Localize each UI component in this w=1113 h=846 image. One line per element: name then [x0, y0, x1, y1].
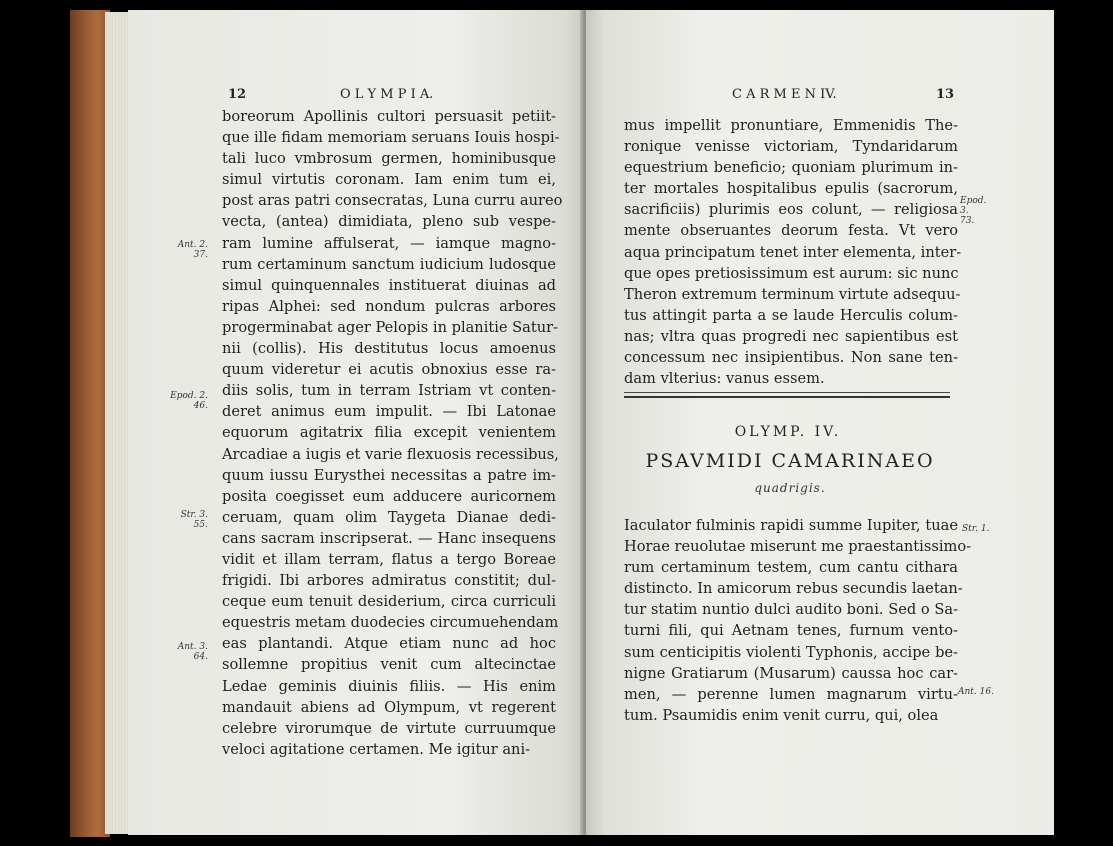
text-line: equestrium beneficio; quoniam plurimum in-	[624, 159, 958, 177]
text-line: Theron extremum terminum virtute adsequu-	[624, 285, 961, 303]
ode-number: OLYMP. IV.	[734, 424, 842, 440]
text-line: simul quinquennales instituerat diuinas ad	[222, 276, 556, 294]
margin-note-ant3: Ant. 3. 64.	[177, 642, 208, 662]
margin-note-str3: Str. 3. 55.	[180, 510, 208, 530]
text-line: equestris metam duodecies circumuehendam	[222, 614, 559, 632]
right-page	[586, 10, 1054, 835]
text-line: tum. Psaumidis enim venit curru, qui, olea	[624, 706, 939, 724]
margin-note-ant2: Ant. 2. 37.	[177, 240, 208, 260]
text-line: rum certaminum testem, cum cantu cithara	[624, 559, 958, 577]
text-line: distincto. In amicorum rebus secundis laetan-	[624, 580, 963, 598]
text-line: Ledae geminis diuinis filiis. — His enim	[222, 677, 556, 695]
text-line: tus attingit parta a se laude Herculis colum-	[624, 306, 958, 324]
text-line: quum videretur ei acutis obnoxius esse ra-	[222, 361, 556, 379]
text-line: diis solis, tum in terram Istriam vt conten-	[222, 382, 556, 400]
text-line: men, — perenne lumen magnarum virtu-	[624, 685, 958, 703]
margin-note-epod3: Epod. 3. 73.	[960, 196, 987, 226]
right-page-number: 13	[936, 87, 955, 102]
margin-note-str1: Str. 1.	[962, 524, 990, 534]
left-page	[128, 10, 584, 835]
text-line: ronique venisse victoriam, Tyndaridarum	[624, 138, 958, 156]
text-line: ceque eum tenuit desiderium, circa curriculi	[222, 593, 556, 611]
text-line: deret animus eum impulit. — Ibi Latonae	[222, 403, 556, 421]
margin-note-epod2: Epod. 2. 46.	[170, 391, 208, 411]
text-line: frigidi. Ibi arbores admiratus constitit; dul-	[222, 572, 556, 590]
right-running-head: C A R M E N IV.	[732, 87, 837, 102]
text-line: simul virtutis coronam. Iam enim tum ei,	[222, 171, 556, 189]
text-line: Arcadiae a iugis et varie flexuosis recessibus,	[222, 445, 559, 463]
text-line: sollemne propitius venit cum altecinctae	[222, 656, 556, 674]
section-divider	[624, 392, 950, 398]
ode-title: PSAVMIDI CAMARINAEO	[645, 450, 935, 472]
left-body-text	[222, 106, 563, 760]
text-line: nii (collis). His destitutus locus amoenus	[222, 340, 556, 358]
text-line: ripas Alphei: sed nondum pulcras arbores	[222, 297, 556, 315]
text-line: vidit et illam terram, flatus a tergo Boreae	[222, 550, 556, 568]
text-line: veloci agitatione certamen. Me igitur ani-	[222, 740, 531, 758]
text-line: ter mortales hospitalibus epulis (sacrorum,	[624, 180, 958, 198]
left-running-head: O L Y M P I A.	[340, 87, 434, 102]
text-line: rum certaminum sanctum iudicium ludosque	[222, 255, 556, 273]
text-line: tali luco vmbrosum germen, hominibusque	[222, 150, 556, 168]
text-line: ceruam, quam olim Taygeta Dianae dedi-	[222, 508, 556, 526]
text-line: ram lumine affulserat, — iamque magno-	[222, 234, 556, 252]
right-body-text	[624, 115, 962, 389]
text-line: turni fili, qui Aetnam tenes, furnum vento-	[624, 622, 958, 640]
text-line: sacrificiis) plurimis eos colunt, — religiosa	[624, 201, 958, 219]
text-line: post aras patri consecratas, Luna curru aureo	[222, 192, 563, 210]
ode-subtitle: quadrigis.	[754, 481, 826, 495]
text-line: progerminabat ager Pelopis in planitie Satur-	[222, 318, 559, 336]
text-line: mente obseruantes deorum festa. Vt vero	[624, 222, 958, 240]
text-line: eas plantandi. Atque etiam nunc ad hoc	[222, 635, 556, 653]
text-line: mus impellit pronuntiare, Emmenidis The-	[624, 117, 958, 134]
text-line: quum iussu Eurysthei necessitas a patre im-	[222, 466, 556, 484]
text-line: tur statim nuntio dulci audito boni. Sed o Sa-	[624, 601, 958, 619]
text-line: boreorum Apollinis cultori persuasit petiit-	[222, 108, 556, 125]
text-line: concessum nec insipientibus. Non sane ten-	[624, 349, 958, 367]
text-line: mandauit abiens ad Olympum, vt regerent	[222, 698, 556, 716]
text-line: nas; vltra quas progredi nec sapientibus est	[624, 327, 958, 345]
book-cover-edge	[70, 10, 110, 837]
text-line: dam vlterius: vanus essem.	[624, 370, 825, 388]
text-line: que opes pretiosissimum est aurum: sic nunc	[624, 264, 959, 282]
ode-body-text	[624, 515, 972, 726]
text-line: sum centicipitis violenti Typhonis, accipe be-	[624, 643, 958, 661]
text-line: Horae reuolutae miserunt me praestantissimo-	[624, 538, 972, 556]
text-line: equorum agitatrix filia excepit venientem	[222, 424, 556, 442]
text-line: vecta, (antea) dimidiata, pleno sub vespe-	[222, 213, 556, 231]
text-line: Iaculator fulminis rapidi summe Iupiter, tuae	[624, 517, 958, 534]
margin-note-ant16: Ant. 16.	[958, 687, 994, 697]
text-line: posita coegisset eum adducere auricornem	[222, 487, 556, 505]
text-line: cans sacram inscripserat. — Hanc insequens	[222, 529, 556, 547]
text-line: aqua principatum tenet inter elementa, inter-	[624, 243, 962, 261]
text-line: nigne Gratiarum (Musarum) caussa hoc car-	[624, 664, 958, 682]
left-page-number: 12	[228, 87, 247, 102]
text-line: que ille fidam memoriam seruans Iouis hospi-	[222, 129, 560, 147]
text-line: celebre virorumque de virtute curruumque	[222, 719, 556, 737]
